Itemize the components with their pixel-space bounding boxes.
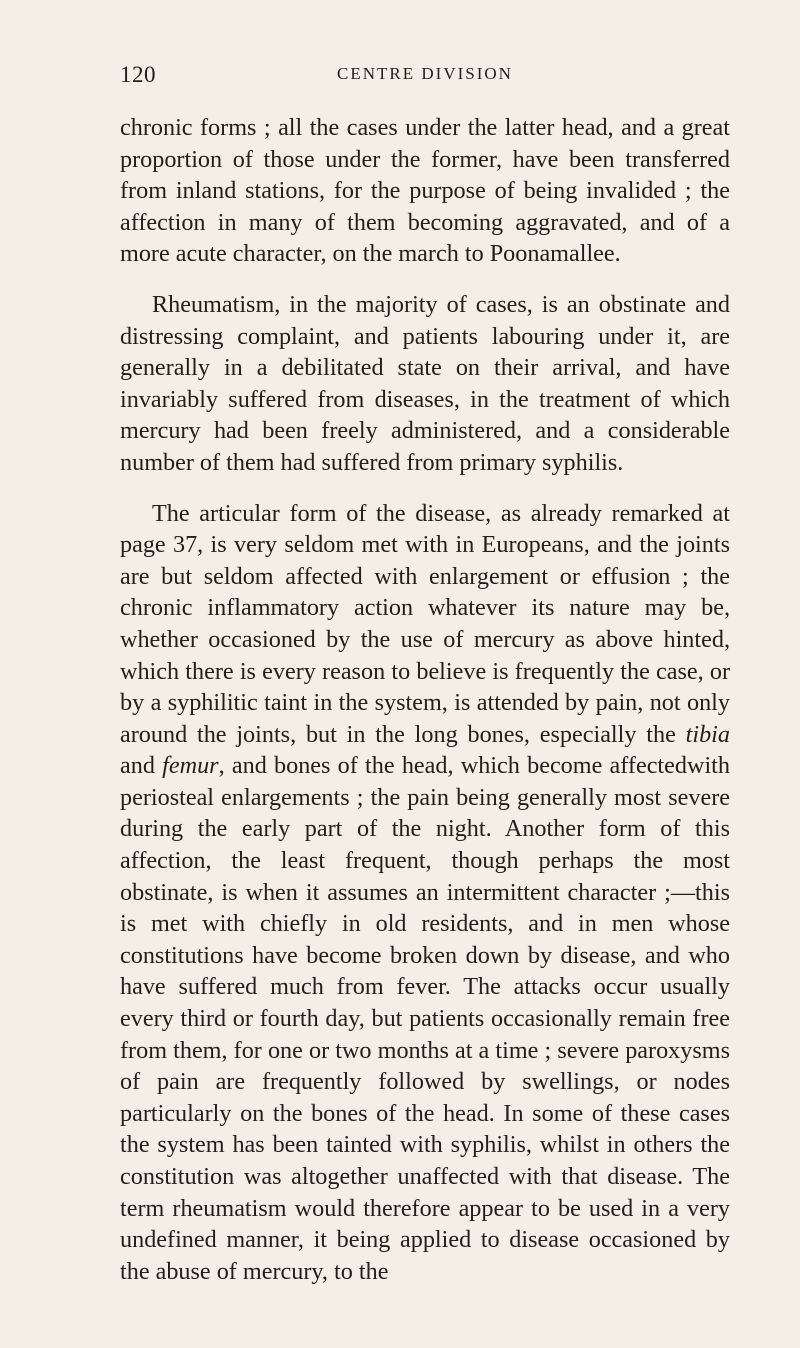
running-title: CENTRE DIVISION <box>337 64 513 83</box>
body-text <box>120 112 730 1287</box>
paragraph-3 <box>120 498 730 1288</box>
italic-term-tibia: tibia <box>685 720 730 748</box>
page-number: 120 <box>120 62 156 87</box>
paragraph-1-text: chronic forms ; all the cases under the latter head, and a great proportion of those under the former, have been transferred from inland stations, for the purpose of being invalided ; the affection in many of them becoming aggravated, and of a more acute character, on the march to Poonamallee. <box>120 114 730 268</box>
paragraph-3-text-b: and <box>120 752 163 780</box>
paragraph-2-text: Rheumatism, in the majority of cases, is an obstinate and distressing complaint, and patients labouring under it, are generally in a debilitated state on their arrival, and have invariably suffered from diseases, in the treatment of which mercury had been freely administered, and a considerable number of them had suffered from primary syphilis. <box>120 290 730 476</box>
paragraph-1 <box>120 112 730 270</box>
paragraph-2 <box>120 289 730 479</box>
paragraph-3-text-c: , and bones of the head, which become affectedwith periosteal enlargements ; the pain being generally most severe during the early part of the night. Another form of this affection, the least frequent, though perhaps the most obstinate, is when it assumes an intermittent character ;—this is met with chiefly in old residents, and in men whose constitutions have become broken down by disease, and who have suffered much from fever. The attacks occur usually every third or fourth day, but patients occasionally remain free from them, for one or two months at a time ; severe paroxysms of pain are frequently followed by swellings, or nodes particularly on the bones of the head. In some of these cases the system has been tainted with syphilis, whilst in others the constitution was altogether unaffected with that disease. The term rheumatism would therefore appear to be used in a very undefined manner, it being applied to disease occasioned by the abuse of mercury, to the <box>120 752 730 1285</box>
running-head <box>120 62 730 102</box>
paragraph-3-text-a: The articular form of the disease, as already remarked at page 37, is very seldom met with in Europeans, and the joints are but seldom affected with enlargement or effusion ; the chronic inflammatory action whatever its nature may be, whether occasioned by the use of mercury as above hinted, which there is every reason to believe is frequently the case, or by a syphilitic taint in the system, is attended by pain, not only around the joints, but in the long bones, especially the <box>120 499 730 748</box>
italic-term-femur: femur <box>162 752 219 780</box>
